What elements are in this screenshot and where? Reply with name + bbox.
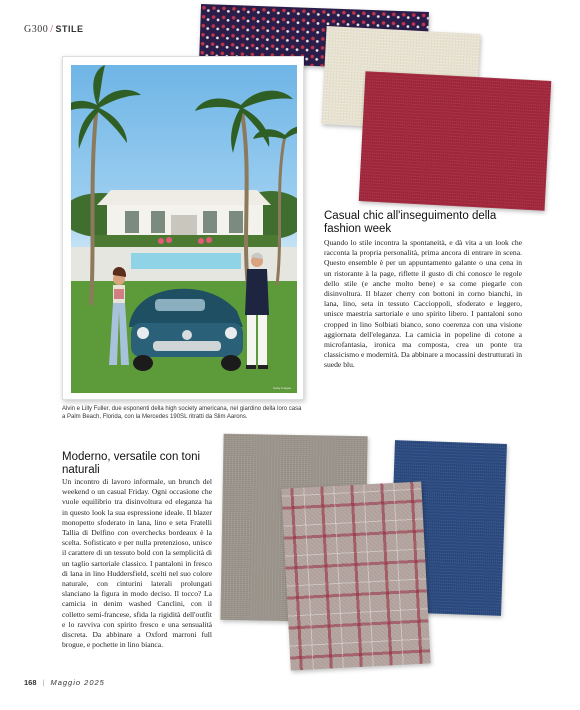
photo-caption: Alvin e Lilly Fuller, due esponenti della high society americana, nel giardino della loro casa a Palm Beach, Florida, con la Mercedes 190SL ritratti da Slim Aarons. [62,406,302,420]
article1-title: Casual chic all'inseguimento della fashion week [324,210,497,235]
article2-body: Un incontro di lavoro informale, un brunch del weekend o un casual Friday. Ogni occasione che vuole equilibrio tra disinvoltura ed eleganza ha in questo look la sua espressione ideale. Il blazer monopetto sfoderato in lana, lino e seta Fratelli Tallia di Delfino con overchecks bordeaux è la scelta. Sofisticato e per nulla pretenzioso, unisce il carattere di un tessuto bold con la semplicità di un taglio sartoriale classico. I pantaloni in fresco di lana in lino Huddersfield, scelti nel suo colore naturale, con cinturini laterali prolungati slanciano la figura in modo deciso. Il tocco? La camicia in denim washed Canclini, con il colletto semi-francese, sfida la rigidità dell'outfit e lo ravviva con spirito fresco e una sensualità discreta. Da abbinare a Oxford marroni full brogue, e pochette in lino bianca. [62,477,212,650]
article1-body: Quando lo stile incontra la spontaneità, e dà vita a un look che racconta la propria personalità, prima ancora di entrare in scena. Questo ensemble è per un appuntamento galante o una cena in un ristorante à la page, riflette il gusto di chi conosce le regole dello stile (e anche molto bene) e sa come piegarle con disinvoltura. Il blazer cherry con bottoni in corno bianchi, in lana, lino, seta in tessuto Caccioppoli, sfoderato e leggero, unisce maestria sartoriale e uno spirito libero. I pantaloni sono cropped in lino Solbiati bianco, sono coerenza con una visione aggiornata dell'eleganza. La camicia in popeline di cotone a microfantasia, ironica ma composta, crea un ponte tra classicismo e modernità. Da abbinare a mocassini destrutturati in suede blu. [324,238,522,370]
photo-credit: Getty Images [273,386,291,390]
photo-frame [62,56,304,400]
plaid-overcheck-fabric-swatch [281,481,430,670]
footer-divider: | [42,678,45,687]
header-separator: / [50,24,54,35]
issue-date: Maggio 2025 [50,678,105,687]
fuller-couple-photo [71,65,297,393]
cherry-red-fabric-swatch [359,71,552,211]
article2-title: Moderno, versatile con toni naturali [62,451,201,476]
magazine-brand: G300 [24,24,49,35]
page-number: 168 [24,678,37,687]
section-label: STILE [55,24,84,34]
page-footer [24,678,105,687]
page-header [24,24,84,35]
photo-illustration [71,65,297,393]
